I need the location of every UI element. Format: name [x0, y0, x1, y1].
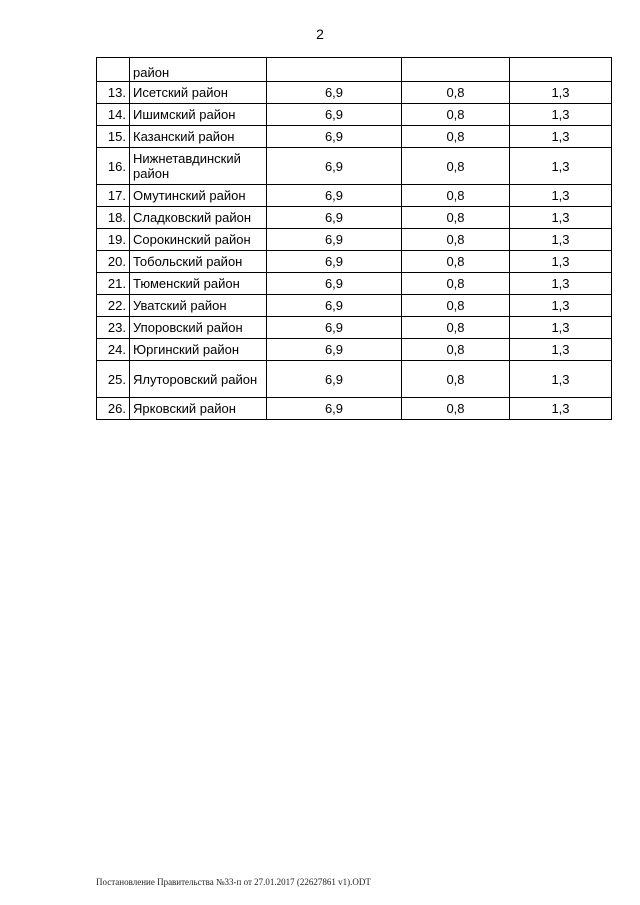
row-number-cell: 18. — [97, 207, 130, 229]
value-3-cell: 1,3 — [510, 339, 612, 361]
table-row — [97, 273, 612, 295]
value-2-cell: 0,8 — [402, 295, 510, 317]
value-1-cell: 6,9 — [267, 207, 402, 229]
row-number-cell: 17. — [97, 185, 130, 207]
value-2-cell: 0,8 — [402, 273, 510, 295]
row-number-cell: 26. — [97, 398, 130, 420]
value-1-cell: 6,9 — [267, 126, 402, 148]
value-3-cell: 1,3 — [510, 273, 612, 295]
region-name-cell: Тюменский район — [130, 273, 267, 295]
region-name-cell: Сорокинский район — [130, 229, 267, 251]
value-1-cell: 6,9 — [267, 398, 402, 420]
value-2-cell: 0,8 — [402, 229, 510, 251]
region-name-cell: Исетский район — [130, 82, 267, 104]
row-number-cell: 21. — [97, 273, 130, 295]
value-3-cell: 1,3 — [510, 126, 612, 148]
region-name-cell: Уватский район — [130, 295, 267, 317]
value-1-cell: 6,9 — [267, 339, 402, 361]
value-1-cell: 6,9 — [267, 273, 402, 295]
value-3-cell: 1,3 — [510, 398, 612, 420]
region-name-cell: район — [130, 58, 267, 82]
region-name-cell: Нижнетавдинский район — [130, 148, 267, 185]
table-row — [97, 148, 612, 185]
value-3-cell: 1,3 — [510, 251, 612, 273]
value-2-cell: 0,8 — [402, 104, 510, 126]
region-name-cell: Ишимский район — [130, 104, 267, 126]
table-row — [97, 126, 612, 148]
table-row — [97, 104, 612, 126]
value-2-cell: 0,8 — [402, 317, 510, 339]
row-number-cell — [97, 58, 130, 82]
value-3-cell: 1,3 — [510, 361, 612, 398]
value-2-cell: 0,8 — [402, 398, 510, 420]
value-2-cell: 0,8 — [402, 185, 510, 207]
value-3-cell: 1,3 — [510, 229, 612, 251]
row-number-cell: 22. — [97, 295, 130, 317]
value-1-cell: 6,9 — [267, 295, 402, 317]
row-number-cell: 13. — [97, 82, 130, 104]
region-name-cell: Омутинский район — [130, 185, 267, 207]
table-row — [97, 82, 612, 104]
row-number-cell: 15. — [97, 126, 130, 148]
row-number-cell: 14. — [97, 104, 130, 126]
value-1-cell: 6,9 — [267, 229, 402, 251]
value-1-cell: 6,9 — [267, 317, 402, 339]
table-row-continuation — [97, 58, 612, 82]
table-row — [97, 207, 612, 229]
region-name-cell: Сладковский район — [130, 207, 267, 229]
value-1-cell — [267, 58, 402, 82]
row-number-cell: 24. — [97, 339, 130, 361]
region-name-cell: Ярковский район — [130, 398, 267, 420]
value-1-cell: 6,9 — [267, 361, 402, 398]
region-name-cell: Юргинский район — [130, 339, 267, 361]
value-1-cell: 6,9 — [267, 185, 402, 207]
value-2-cell: 0,8 — [402, 361, 510, 398]
row-number-cell: 16. — [97, 148, 130, 185]
value-3-cell: 1,3 — [510, 82, 612, 104]
region-name-cell: Казанский район — [130, 126, 267, 148]
table-row — [97, 185, 612, 207]
value-3-cell: 1,3 — [510, 207, 612, 229]
table-row — [97, 251, 612, 273]
region-name-cell: Тобольский район — [130, 251, 267, 273]
table-row — [97, 317, 612, 339]
value-3-cell — [510, 58, 612, 82]
value-3-cell: 1,3 — [510, 104, 612, 126]
table-row — [97, 339, 612, 361]
regions-table-body — [97, 58, 612, 420]
value-1-cell: 6,9 — [267, 82, 402, 104]
value-2-cell: 0,8 — [402, 339, 510, 361]
value-1-cell: 6,9 — [267, 104, 402, 126]
document-footer: Постановление Правительства №33-п от 27.01.2017 (22627861 v1).ODT — [96, 877, 371, 887]
value-2-cell: 0,8 — [402, 148, 510, 185]
value-3-cell: 1,3 — [510, 148, 612, 185]
region-name-cell: Упоровский район — [130, 317, 267, 339]
value-3-cell: 1,3 — [510, 317, 612, 339]
value-2-cell: 0,8 — [402, 82, 510, 104]
row-number-cell: 20. — [97, 251, 130, 273]
table-row — [97, 398, 612, 420]
row-number-cell: 23. — [97, 317, 130, 339]
value-2-cell — [402, 58, 510, 82]
value-3-cell: 1,3 — [510, 185, 612, 207]
value-1-cell: 6,9 — [267, 148, 402, 185]
table-row — [97, 229, 612, 251]
row-number-cell: 19. — [97, 229, 130, 251]
table-row — [97, 295, 612, 317]
table-row — [97, 361, 612, 398]
value-2-cell: 0,8 — [402, 207, 510, 229]
value-2-cell: 0,8 — [402, 126, 510, 148]
row-number-cell: 25. — [97, 361, 130, 398]
page-number: 2 — [316, 26, 324, 42]
regions-table — [96, 57, 612, 420]
value-1-cell: 6,9 — [267, 251, 402, 273]
value-3-cell: 1,3 — [510, 295, 612, 317]
region-name-cell: Ялуторовский район — [130, 361, 267, 398]
value-2-cell: 0,8 — [402, 251, 510, 273]
